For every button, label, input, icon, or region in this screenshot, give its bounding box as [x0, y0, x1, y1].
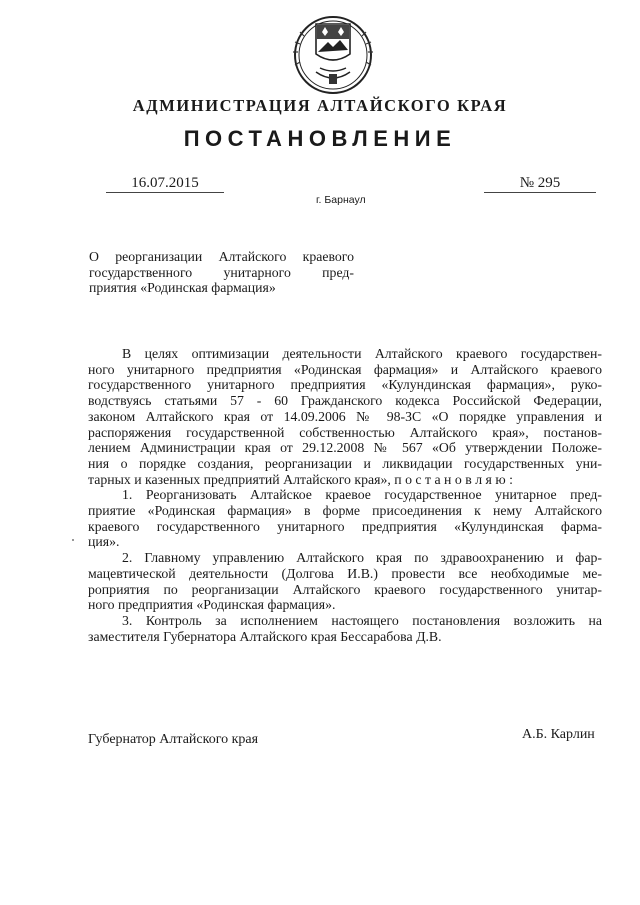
altai-coat-of-arms-icon [292, 14, 374, 96]
organization-name: АДМИНИСТРАЦИЯ АЛТАЙСКОГО КРАЯ [132, 96, 508, 115]
body-line: ного унитарного предприятия «Родинская фармация» и Алтайского краевого [88, 361, 602, 377]
document-date: 16.07.2015 [106, 174, 224, 193]
body-line: краевого государственного унитарного предприятия «Кулундинская фарма- [88, 518, 602, 534]
body-line: мацевтической деятельности (Долгова И.В.) провести все необходимые ме- [88, 565, 602, 581]
issue-city: г. Барнаул [316, 194, 366, 206]
subject-line: О реорганизации Алтайского краевого [89, 249, 354, 264]
subject-line: приятия «Родинская фармация» [89, 280, 276, 295]
scan-speck [72, 539, 74, 541]
body-line: распоряжения государственной собственностью Алтайского края», постанов- [88, 424, 602, 440]
body-line: В целях оптимизации деятельности Алтайского краевого государствен- [122, 346, 602, 361]
body-line: водствуясь статьями 57 - 60 Гражданского кодекса Российской Федерации, [88, 393, 602, 409]
body-line: тарных и казенных предприятий Алтайского края», п о с т а н о в л я ю : [88, 471, 513, 487]
body-line: заместителя Губернатора Алтайского края Бессарабова Д.В. [88, 628, 442, 644]
body-line: лением Администрации края от 29.12.2008 № 567 «Об утверждении Положе- [88, 440, 602, 456]
body-line: ция». [88, 534, 120, 550]
body-line: роприятия по реорганизации Алтайского краевого государственного унитар- [88, 581, 602, 597]
signer-name: А.Б. Карлин [522, 727, 595, 742]
body-line: ного предприятия «Родинская фармация». [88, 597, 336, 613]
body-line: 1. Реорганизовать Алтайское краевое государственное унитарное пред- [122, 487, 602, 503]
signer-title: Губернатор Алтайского края [88, 732, 259, 747]
body-line: ния о порядке создания, реорганизации и ликвидации государственных уни- [88, 455, 602, 471]
subject-line: государственного унитарного пред- [89, 264, 354, 280]
body-line: законом Алтайского края от 14.09.2006 № 98-ЗС «О порядке управления и [88, 408, 602, 424]
body-line: 3. Контроль за исполнением настоящего постановления возложить на [122, 612, 602, 628]
document-body [88, 346, 602, 644]
body-line: 2. Главному управлению Алтайского края по здравоохранению и фар- [122, 550, 602, 566]
document-type-title: ПОСТАНОВЛЕНИЕ [183, 126, 457, 151]
document-subject [89, 249, 354, 296]
body-line: приятие «Родинская фармация» в форме присоединения к нему Алтайского [88, 503, 602, 519]
document-number: № 295 [484, 174, 596, 193]
body-line: государственного унитарного предприятия «Кулундинская фармация», руко- [88, 377, 602, 393]
